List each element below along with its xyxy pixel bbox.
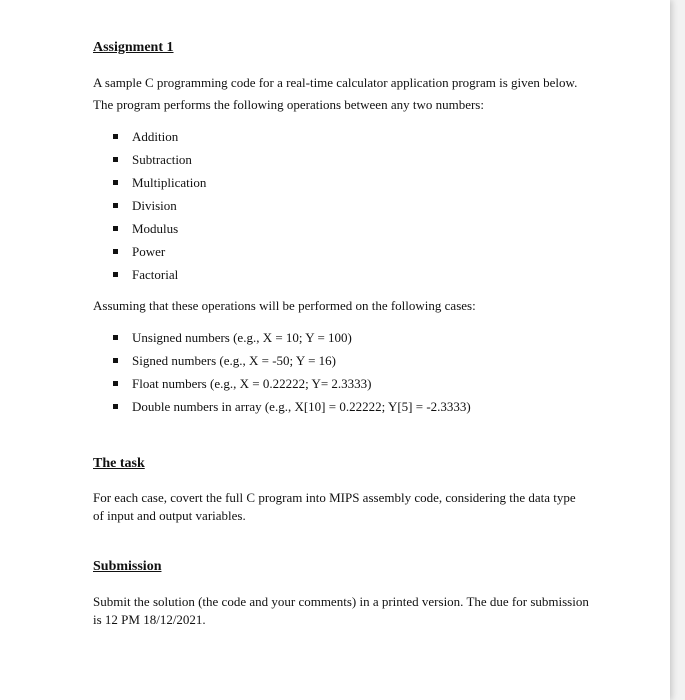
list-item: Division <box>113 197 206 220</box>
list-item: Unsigned numbers (e.g., X = 10; Y = 100) <box>113 329 471 352</box>
bullet-icon <box>113 203 118 208</box>
list-item: Subtraction <box>113 151 206 174</box>
submission-line-1: Submit the solution (the code and your comments) in a printed version. The due for submission <box>93 594 589 609</box>
bullet-icon <box>113 335 118 340</box>
list-item: Float numbers (e.g., X = 0.22222; Y= 2.3333) <box>113 375 471 398</box>
operations-list <box>113 128 206 289</box>
submission-heading: Submission <box>93 559 162 574</box>
task-line-2: of input and output variables. <box>93 508 246 523</box>
bullet-icon <box>113 157 118 162</box>
bullet-icon <box>113 249 118 254</box>
cases-list <box>113 329 471 421</box>
task-line-1: For each case, covert the full C program into MIPS assembly code, considering the data type <box>93 490 576 505</box>
list-item: Double numbers in array (e.g., X[10] = 0.22222; Y[5] = -2.3333) <box>113 398 471 421</box>
intro-line-1: A sample C programming code for a real-time calculator application program is given below. <box>93 75 578 90</box>
assignment-heading: Assignment 1 <box>93 40 174 55</box>
bullet-icon <box>113 134 118 139</box>
submission-paragraph <box>93 593 603 629</box>
bullet-icon <box>113 358 118 363</box>
bullet-icon <box>113 404 118 409</box>
assumption-paragraph: Assuming that these operations will be performed on the following cases: <box>93 298 476 313</box>
bullet-icon <box>113 381 118 386</box>
submission-line-2: is 12 PM 18/12/2021. <box>93 612 206 627</box>
list-item: Factorial <box>113 266 206 289</box>
task-heading: The task <box>93 456 145 471</box>
task-paragraph <box>93 489 603 525</box>
intro-paragraph <box>93 74 603 114</box>
intro-line-2: The program performs the following operations between any two numbers: <box>93 97 484 112</box>
list-item: Addition <box>113 128 206 151</box>
list-item: Signed numbers (e.g., X = -50; Y = 16) <box>113 352 471 375</box>
bullet-icon <box>113 272 118 277</box>
list-item: Multiplication <box>113 174 206 197</box>
list-item: Modulus <box>113 220 206 243</box>
bullet-icon <box>113 226 118 231</box>
list-item: Power <box>113 243 206 266</box>
bullet-icon <box>113 180 118 185</box>
